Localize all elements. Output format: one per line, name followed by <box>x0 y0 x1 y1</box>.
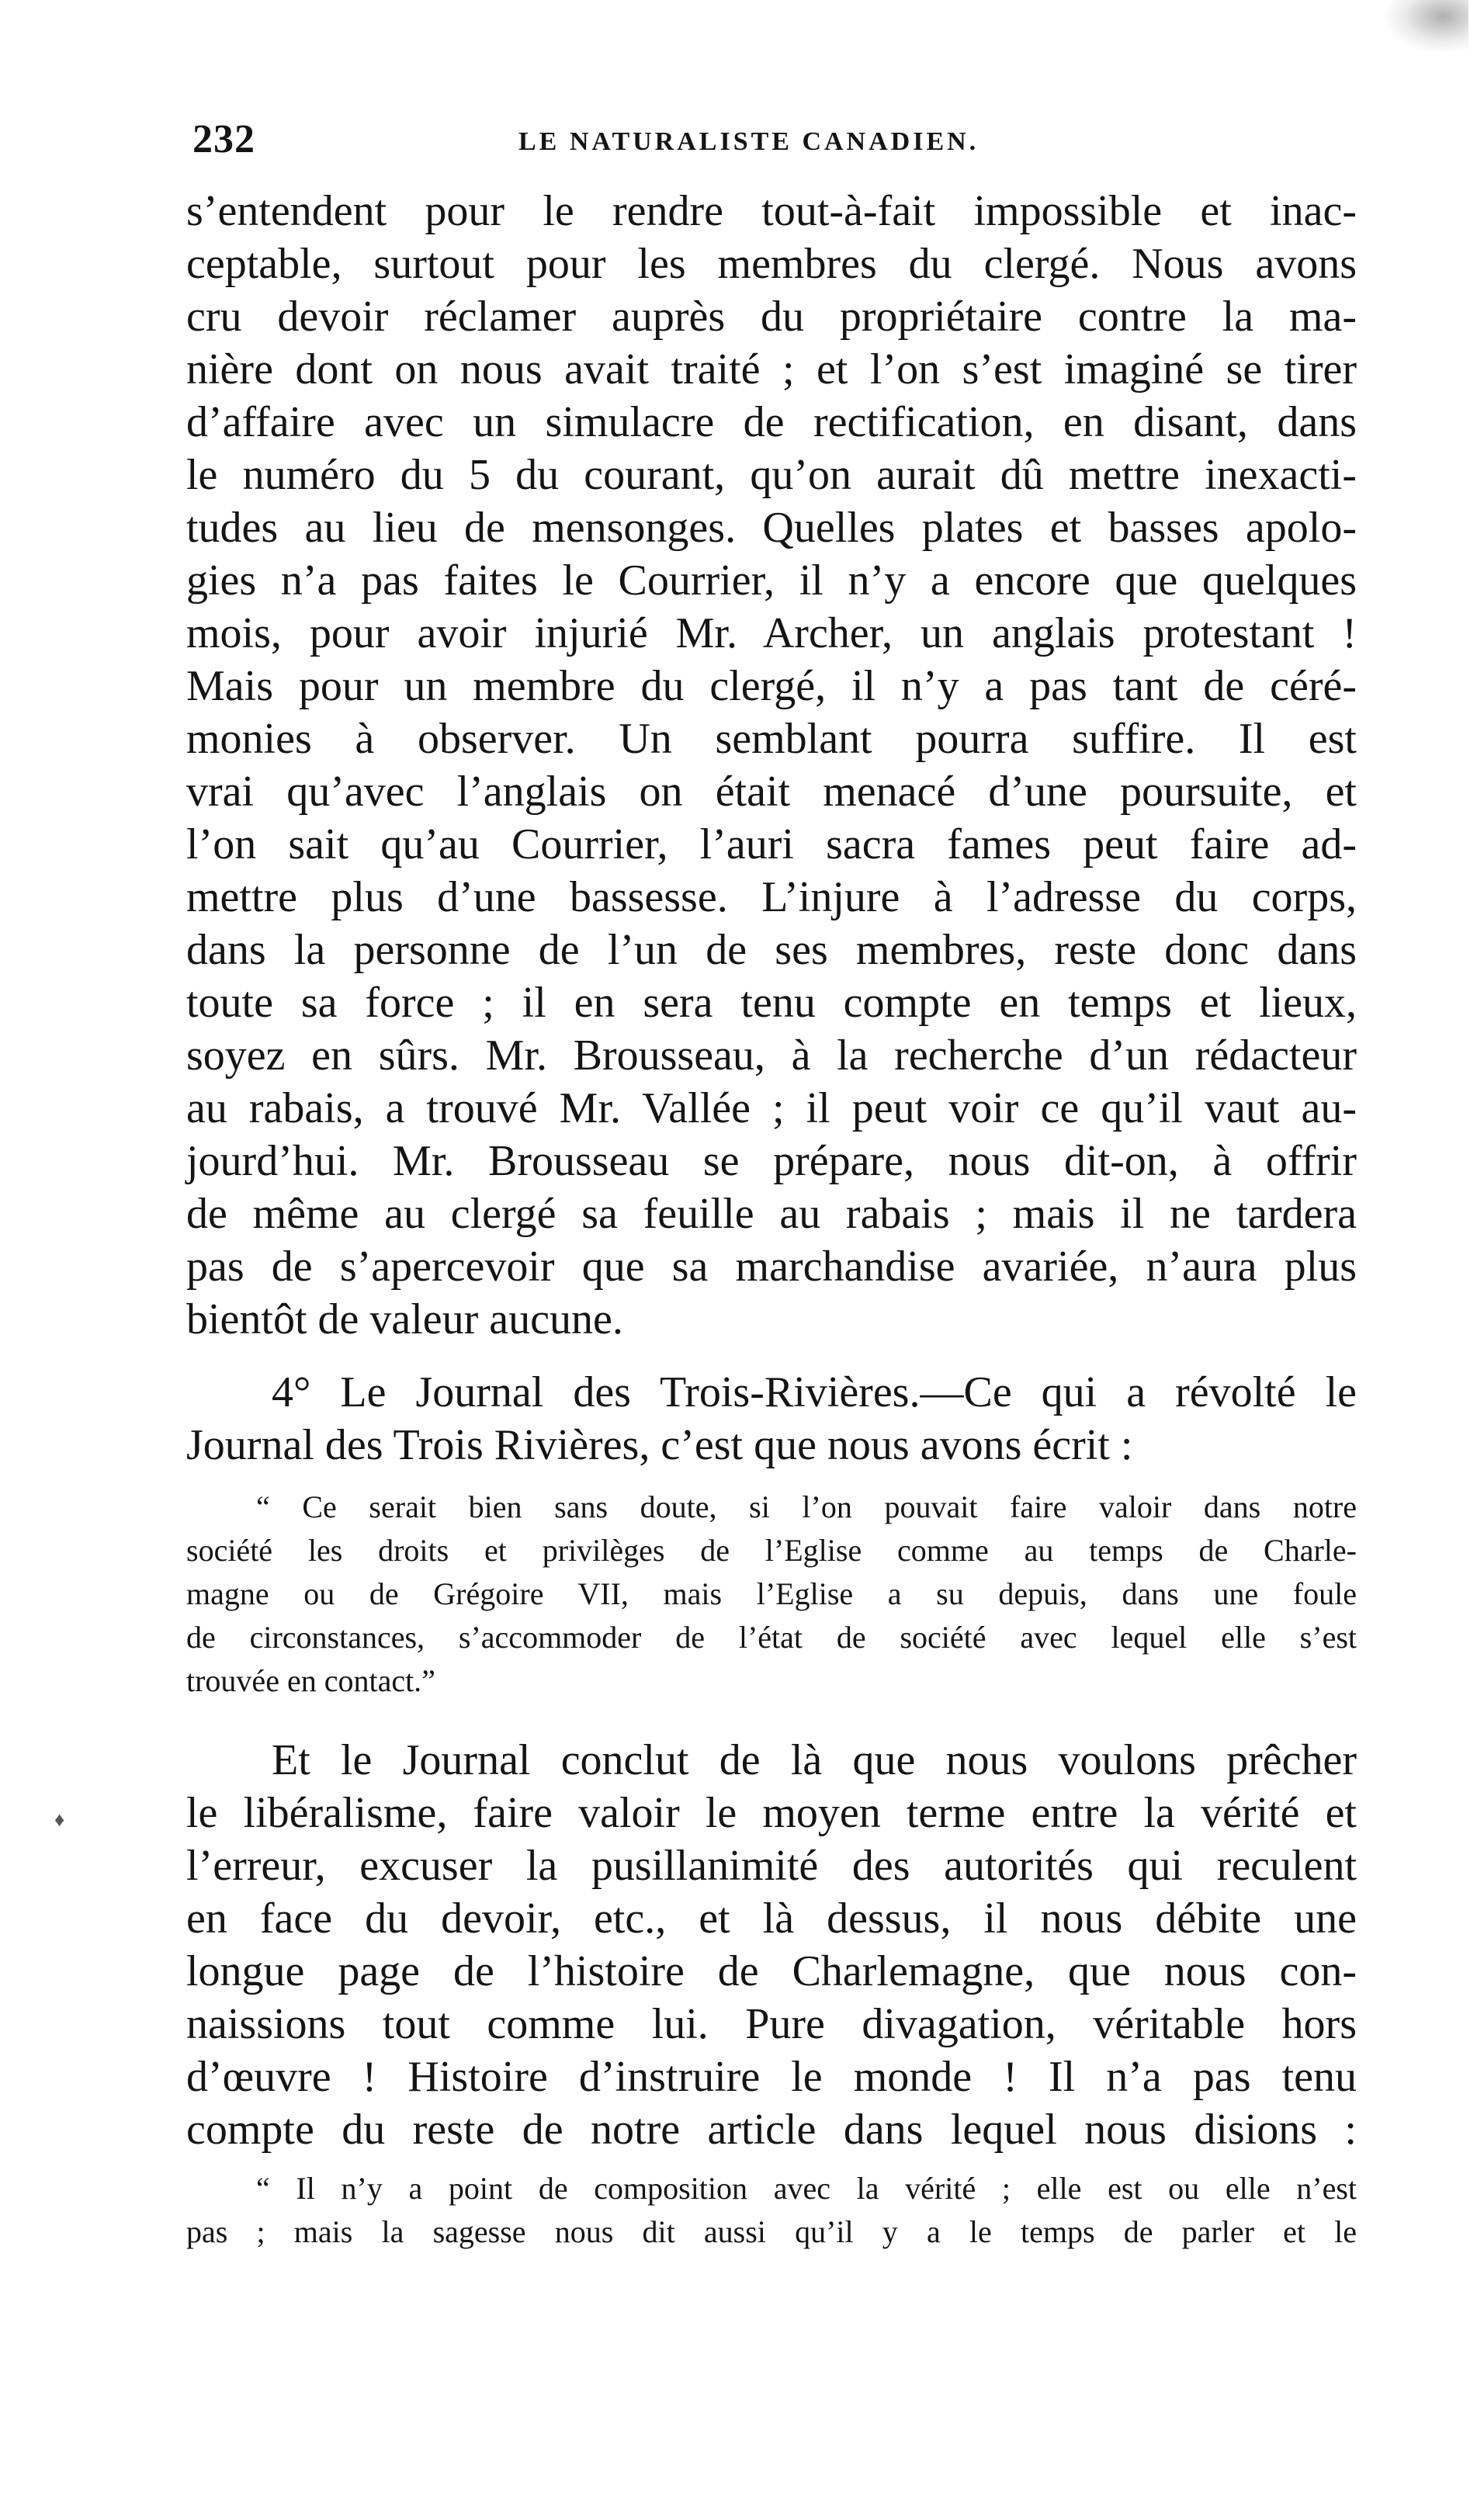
quote-line: de circonstances, s’accommoder de l’état de société avec lequel elle s’est <box>186 1620 1357 1655</box>
text-line: soyez en sûrs. Mr. Brousseau, à la recherche d’un rédacteur <box>186 1031 1357 1080</box>
text-line: toute sa force ; il en sera tenu compte en temps et lieux, <box>186 979 1357 1027</box>
text-line: de même au clergé sa feuille au rabais ; mais il ne tardera <box>186 1190 1357 1238</box>
paragraph-gap <box>186 1346 1357 1366</box>
text-line: Et le Journal conclut de là que nous voulons prêcher <box>272 1736 1357 1784</box>
paragraph-2 <box>186 1366 1357 1472</box>
text-line: bientôt de valeur aucune. <box>186 1295 623 1343</box>
text-line: monies à observer. Un semblant pourra suffire. Il est <box>186 715 1357 763</box>
text-line: d’affaire avec un simulacre de rectification, en disant, dans <box>186 398 1357 446</box>
text-line: mois, pour avoir injurié Mr. Archer, un anglais protestant ! <box>186 609 1357 657</box>
text-line: en face du devoir, etc., et là dessus, il nous débite une <box>186 1895 1357 1943</box>
text-line: pas de s’apercevoir que sa marchandise avariée, n’aura plus <box>186 1243 1357 1291</box>
text-line: gies n’a pas faites le Courrier, il n’y a encore que quelques <box>186 556 1357 605</box>
text-line: mettre plus d’une bassesse. L’injure à l’adresse du corps, <box>186 873 1357 921</box>
paragraph-gap <box>186 1472 1357 1485</box>
paragraph-3 <box>186 1734 1357 2156</box>
text-line: tudes au lieu de mensonges. Quelles plates et basses apolo- <box>186 504 1357 552</box>
paragraph-1 <box>186 185 1357 1346</box>
text-line: l’on sait qu’au Courrier, l’auri sacra fames peut faire ad- <box>186 820 1357 868</box>
text-line: 4° Le Journal des Trois-Rivières.—Ce qui a révolté le <box>272 1368 1357 1416</box>
text-line: s’entendent pour le rendre tout-à-fait impossible et inac- <box>186 187 1357 235</box>
quote-line: pas ; mais la sagesse nous dit aussi qu’il y a le temps de parler et le <box>186 2214 1357 2249</box>
running-title: LE NATURALISTE CANADIEN. <box>518 127 980 156</box>
page-number: 232 <box>192 117 255 161</box>
text-line: cru devoir réclamer auprès du propriétaire contre la ma- <box>186 293 1357 341</box>
text-line: au rabais, a trouvé Mr. Vallée ; il peut voir ce qu’il vaut au- <box>186 1084 1357 1132</box>
text-line: le libéralisme, faire valoir le moyen terme entre la vérité et <box>186 1789 1357 1837</box>
text-line: ceptable, surtout pour les membres du clergé. Nous avons <box>186 240 1357 288</box>
text-line: jourd’hui. Mr. Brousseau se prépare, nous dit-on, à offrir <box>186 1137 1357 1185</box>
block-quote-1 <box>186 1485 1357 1703</box>
text-line: nière dont on nous avait traité ; et l’on s’est imaginé se tirer <box>186 345 1357 393</box>
paragraph-gap <box>186 2156 1357 2167</box>
text-line: naissions tout comme lui. Pure divagation, véritable hors <box>186 2000 1357 2048</box>
body-text <box>186 185 1357 2254</box>
quote-line: “ Il n’y a point de composition avec la vérité ; elle est ou elle n’est <box>256 2171 1357 2206</box>
text-line: le numéro du 5 du courant, qu’on aurait dû mettre inexacti- <box>186 451 1357 499</box>
scan-smudge <box>1383 0 1468 54</box>
text-line: l’erreur, excuser la pusillanimité des autorités qui reculent <box>186 1842 1357 1890</box>
margin-mark: ♦ <box>54 1808 65 1831</box>
text-line: compte du reste de notre article dans lequel nous disions : <box>186 2106 1357 2154</box>
quote-line: “ Ce serait bien sans doute, si l’on pouvait faire valoir dans notre <box>256 1489 1357 1524</box>
paragraph-gap <box>186 1703 1357 1734</box>
text-line: vrai qu’avec l’anglais on était menacé d’une poursuite, et <box>186 768 1357 816</box>
text-line: d’œuvre ! Histoire d’instruire le monde ! Il n’a pas tenu <box>186 2053 1357 2101</box>
text-line: Journal des Trois Rivières, c’est que nous avons écrit : <box>186 1421 1133 1469</box>
page-header <box>192 116 1364 171</box>
text-line: dans la personne de l’un de ses membres, reste donc dans <box>186 926 1357 974</box>
text-line: Mais pour un membre du clergé, il n’y a pas tant de céré- <box>186 662 1357 710</box>
quote-line: société les droits et privilèges de l’Eglise comme au temps de Charle- <box>186 1533 1357 1568</box>
block-quote-2 <box>186 2167 1357 2254</box>
text-line: longue page de l’histoire de Charlemagne, que nous con- <box>186 1947 1357 1995</box>
quote-line: trouvée en contact.” <box>186 1663 435 1698</box>
quote-line: magne ou de Grégoire VII, mais l’Eglise a su depuis, dans une foule <box>186 1576 1357 1611</box>
